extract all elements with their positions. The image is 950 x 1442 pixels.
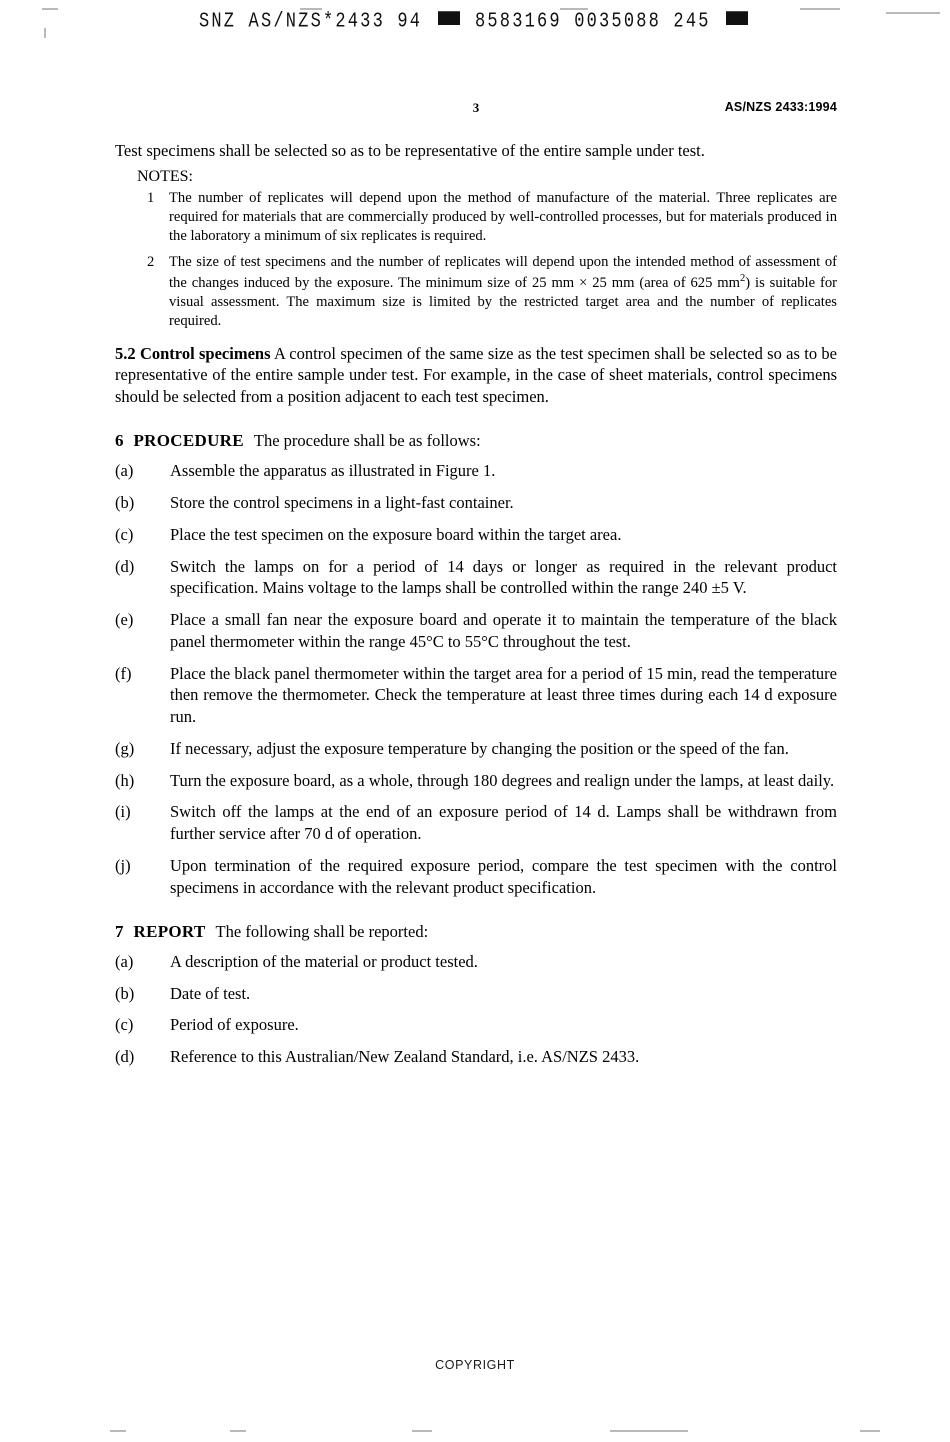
section-6-heading <box>115 430 837 452</box>
list-item <box>115 556 837 600</box>
list-item-text: Store the control specimens in a light-fast container. <box>170 493 514 513</box>
barcode-block-icon <box>726 11 748 25</box>
list-item-text: Turn the exposure board, as a whole, through 180 degrees and realign under the lamps, at least daily. <box>170 770 835 790</box>
procedure-list <box>115 460 837 898</box>
list-item-label: (a) <box>115 951 134 971</box>
list-item-text: Reference to this Australian/New Zealand Standard, i.e. AS/NZS 2433. <box>170 1047 640 1067</box>
list-item <box>115 492 837 514</box>
list-item-text: Place the test specimen on the exposure board within the target area. <box>170 524 622 544</box>
list-item-label: (c) <box>115 524 134 544</box>
section-title: PROCEDURE <box>133 430 244 450</box>
note-number: 1 <box>147 189 155 206</box>
report-list <box>115 951 837 1068</box>
note-text-part1: The size of test specimens and the number of replicates will depend upon the intended method of assessment of the changes induced by the exposure. The minimum size of 25 mm × 25 mm (area of 625 mm <box>169 253 837 291</box>
section-7-heading <box>115 921 837 943</box>
list-item <box>115 663 837 728</box>
note-item <box>115 189 837 246</box>
notes-label: NOTES: <box>137 167 193 185</box>
list-item <box>115 801 837 845</box>
list-item-text: Place the black panel thermometer within the target area for a period of 15 min, read the temperature then remove the thermometer. Check the temperature at least three times during each 14 d exposure run. <box>170 663 837 727</box>
barcode-text-left: SNZ AS/NZS*2433 94 <box>198 10 423 34</box>
scan-mark <box>412 1430 432 1432</box>
list-item-label: (b) <box>115 983 135 1003</box>
list-item <box>115 983 837 1005</box>
notes-list <box>115 189 837 331</box>
copyright-footer: COPYRIGHT <box>435 1358 515 1372</box>
standard-reference: AS/NZS 2433:1994 <box>724 100 837 114</box>
list-item-text: Place a small fan near the exposure board and operate it to maintain the temperature of the black panel thermometer within the range 45°C to 55°C throughout the test. <box>170 610 837 651</box>
list-item-label: (e) <box>115 610 134 630</box>
section-number: 6 <box>115 430 124 450</box>
list-item-label: (g) <box>115 738 135 758</box>
list-item <box>115 951 837 973</box>
list-item-text: Date of test. <box>170 983 251 1003</box>
scan-mark <box>610 1430 688 1432</box>
section-intro: The procedure shall be as follows: <box>253 430 481 450</box>
scan-mark <box>230 1430 246 1432</box>
list-item-label: (d) <box>115 1047 135 1067</box>
list-item-label: (d) <box>115 556 135 576</box>
clause-title: Control specimens <box>139 343 271 363</box>
scan-mark <box>110 1430 126 1432</box>
barcode-text-right: 8583169 0035088 245 <box>475 10 711 34</box>
list-item-label: (b) <box>115 493 135 513</box>
list-item <box>115 1014 837 1036</box>
lead-paragraph: Test specimens shall be selected so as to be representative of the entire sample under test. <box>115 141 705 160</box>
list-item-text: Upon termination of the required exposure period, compare the test specimen with the control specimens in accordance with the relevant product specification. <box>170 855 837 897</box>
list-item-label: (f) <box>115 663 132 683</box>
clause-5-2 <box>115 343 837 408</box>
list-item <box>115 460 837 482</box>
running-head <box>115 100 837 116</box>
section-intro: The following shall be reported: <box>215 921 429 941</box>
section-title: REPORT <box>133 921 206 941</box>
list-item-label: (j) <box>115 855 131 875</box>
list-item <box>115 524 837 546</box>
section-number: 7 <box>115 921 124 941</box>
barcode-block-icon <box>438 11 460 25</box>
list-item <box>115 770 837 792</box>
list-item-text: Period of exposure. <box>170 1015 299 1035</box>
note-superscript: 2 <box>740 272 746 284</box>
scan-barcode-header <box>0 10 950 34</box>
note-text-part2: ) is suitable for visual assessment. The maximum size is limited by the restricted target area and the number of replicates required. <box>169 274 837 329</box>
list-item <box>115 1046 837 1068</box>
clause-text: A control specimen of the same size as the test specimen shall be selected so as to be representative of the entire sample under test. For example, in the case of sheet materials, control specimens should be selected from a position adjacent to each test specimen. <box>115 343 838 407</box>
page-number: 3 <box>472 100 480 115</box>
scan-mark <box>860 1430 880 1432</box>
list-item-text: Switch the lamps on for a period of 14 days or longer as required in the relevant product specification. Mains voltage to the lamps shall be controlled within the range 240 ±5 V. <box>170 556 837 598</box>
note-item <box>115 253 837 331</box>
list-item-text: Assemble the apparatus as illustrated in Figure 1. <box>170 461 496 481</box>
list-item-label: (h) <box>115 770 135 790</box>
list-item-text: A description of the material or product tested. <box>170 951 478 971</box>
list-item <box>115 855 837 899</box>
list-item <box>115 738 837 760</box>
list-item-text: Switch off the lamps at the end of an exposure period of 14 d. Lamps shall be withdrawn from further service after 70 d of operation. <box>170 802 837 844</box>
note-number: 2 <box>147 253 155 270</box>
list-item-label: (c) <box>115 1015 134 1035</box>
note-text: The number of replicates will depend upon the method of manufacture of the material. Three replicates are required for materials that are commercially produced by well-controlled processes, but for materials produced in the laboratory a minimum of six replicates is required. <box>169 189 837 244</box>
document-body <box>115 140 837 1078</box>
clause-number: 5.2 <box>115 343 136 363</box>
list-item-text: If necessary, adjust the exposure temperature by changing the position or the speed of the fan. <box>170 738 789 758</box>
list-item <box>115 609 837 653</box>
list-item-label: (a) <box>115 461 134 481</box>
list-item-label: (i) <box>115 802 131 822</box>
